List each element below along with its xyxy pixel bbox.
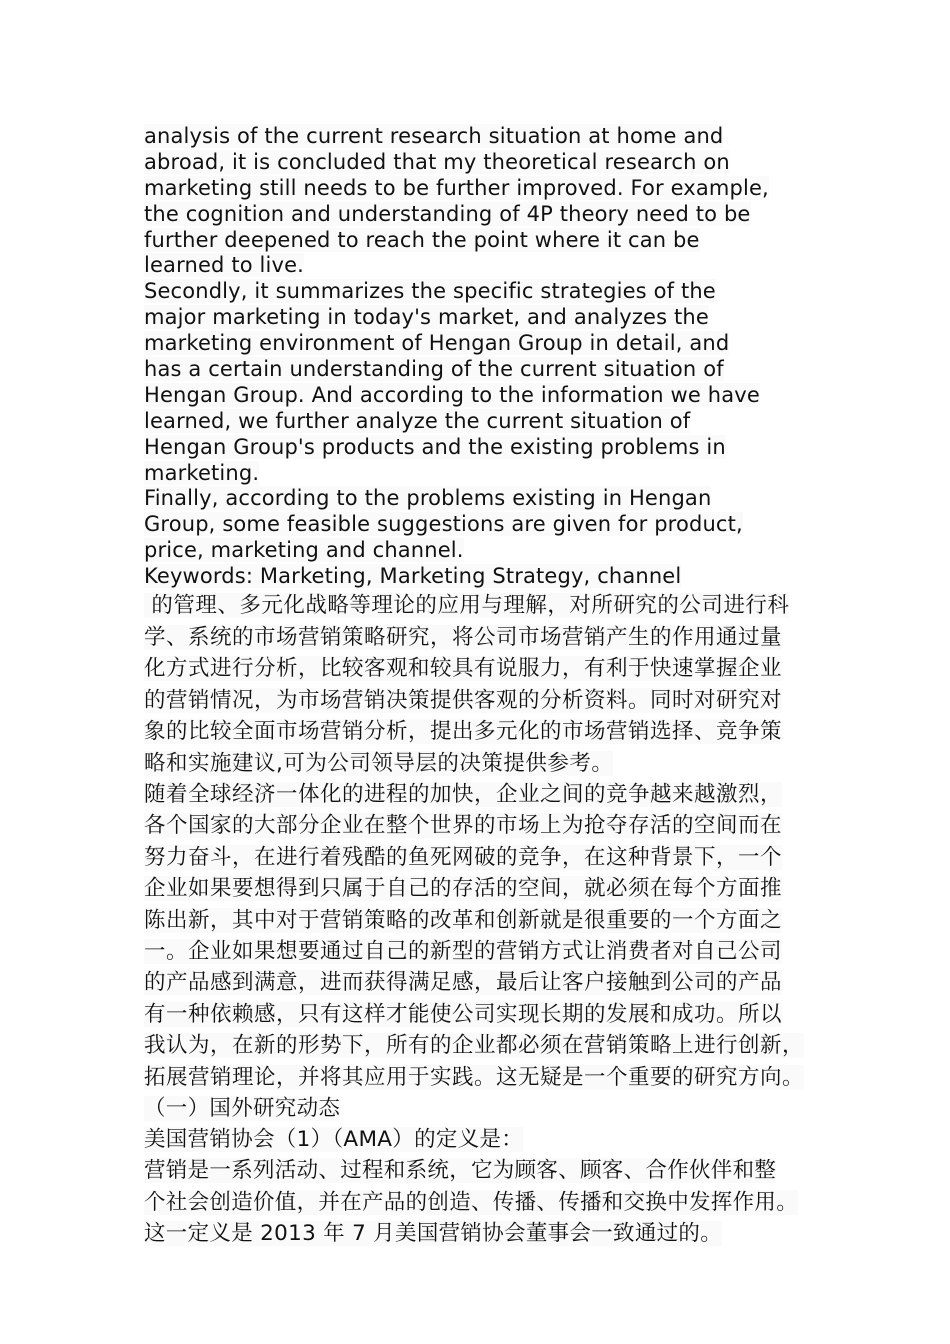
document-body	[144, 124, 824, 1249]
text-line: 个社会创造价值，并在产品的创造、传播、传播和交换中发挥作用。	[144, 1189, 799, 1215]
text-line: further deepened to reach the point where it can be	[144, 227, 700, 252]
text-line: 我认为，在新的形势下，所有的企业都必须在营销策略上进行创新，	[144, 1033, 805, 1059]
text-line: analysis of the current research situation at home and	[144, 124, 724, 148]
abstract-paragraph-1	[144, 124, 824, 279]
body-paragraph-1	[144, 590, 824, 779]
text-line: 的管理、多元化战略等理论的应用与理解，对所研究的公司进行科	[144, 593, 790, 619]
text-line: 的营销情况，为市场营销决策提供客观的分析资料。同时对研究对	[144, 687, 783, 713]
text-line: 企业如果要想得到只属于自己的存活的空间，就必须在每个方面推	[144, 876, 783, 902]
text-line: marketing still needs to be further improved. For example,	[144, 175, 769, 200]
text-line: 营销是一系列活动、过程和系统，它为顾客、顾客、合作伙伴和整	[144, 1158, 777, 1184]
text-line: 略和实施建议,可为公司领导层的决策提供参考。	[144, 750, 614, 776]
abstract-paragraph-2	[144, 279, 824, 486]
text-line: 学、系统的市场营销策略研究，将公司市场营销产生的作用通过量	[144, 624, 783, 650]
text-line: 各个国家的大部分企业在整个世界的市场上为抢夺存活的空间而在	[144, 813, 783, 839]
text-line: 美国营销协会（1）（AMA）的定义是：	[144, 1127, 524, 1153]
text-line: 随着全球经济一体化的进程的加快，企业之间的竞争越来越激烈，	[144, 782, 783, 808]
text-line: Hengan Group's products and the existing problems in	[144, 434, 726, 459]
section-heading: （一）国外研究动态	[144, 1095, 341, 1121]
text-line: has a certain understanding of the current situation of	[144, 357, 724, 382]
foreign-research-section	[144, 1093, 824, 1249]
abstract-paragraph-3	[144, 486, 824, 564]
text-line: 象的比较全面市场营销分析，提出多元化的市场营销选择、竞争策	[144, 719, 783, 745]
text-line: abroad, it is concluded that my theoretical research on	[144, 149, 730, 174]
text-line: Group, some feasible suggestions are given for product,	[144, 512, 743, 537]
text-line: major marketing in today's market, and analyzes the	[144, 305, 709, 330]
text-line: 一。企业如果想要通过自己的新型的营销方式让消费者对自己公司	[144, 938, 783, 964]
text-line: learned, we further analyze the current situation of	[144, 408, 691, 433]
text-line: marketing environment of Hengan Group in detail, and	[144, 331, 730, 356]
text-line: the cognition and understanding of 4P theory need to be	[144, 201, 751, 226]
text-line: 拓展营销理论，并将其应用于实践。这无疑是一个重要的研究方向。	[144, 1064, 805, 1090]
text-line: 这一定义是 2013 年 7 月美国营销协会董事会一致通过的。	[144, 1220, 723, 1246]
keywords-line	[144, 564, 824, 590]
body-paragraph-2	[144, 779, 824, 1093]
text-line: Secondly, it summarizes the specific strategies of the	[144, 279, 716, 304]
text-line: price, marketing and channel.	[144, 538, 464, 563]
text-line: 化方式进行分析，比较客观和较具有说服力，有利于快速掌握企业	[144, 656, 783, 682]
text-line: Hengan Group. And according to the information we have	[144, 382, 760, 407]
text-line: Finally, according to the problems existing in Hengan	[144, 486, 712, 511]
text-line: Keywords: Marketing, Marketing Strategy, channel	[144, 564, 682, 589]
text-line: 有一种依赖感，只有这样才能使公司实现长期的发展和成功。所以	[144, 1001, 783, 1027]
text-line: 陈出新，其中对于营销策略的改革和创新就是很重要的一个方面之	[144, 907, 783, 933]
text-line: marketing.	[144, 460, 260, 485]
text-line: 努力奋斗，在进行着残酷的鱼死网破的竞争，在这种背景下，一个	[144, 844, 783, 870]
text-line: 的产品感到满意，进而获得满足感，最后让客户接触到公司的产品	[144, 970, 783, 996]
text-line: learned to live.	[144, 253, 304, 278]
